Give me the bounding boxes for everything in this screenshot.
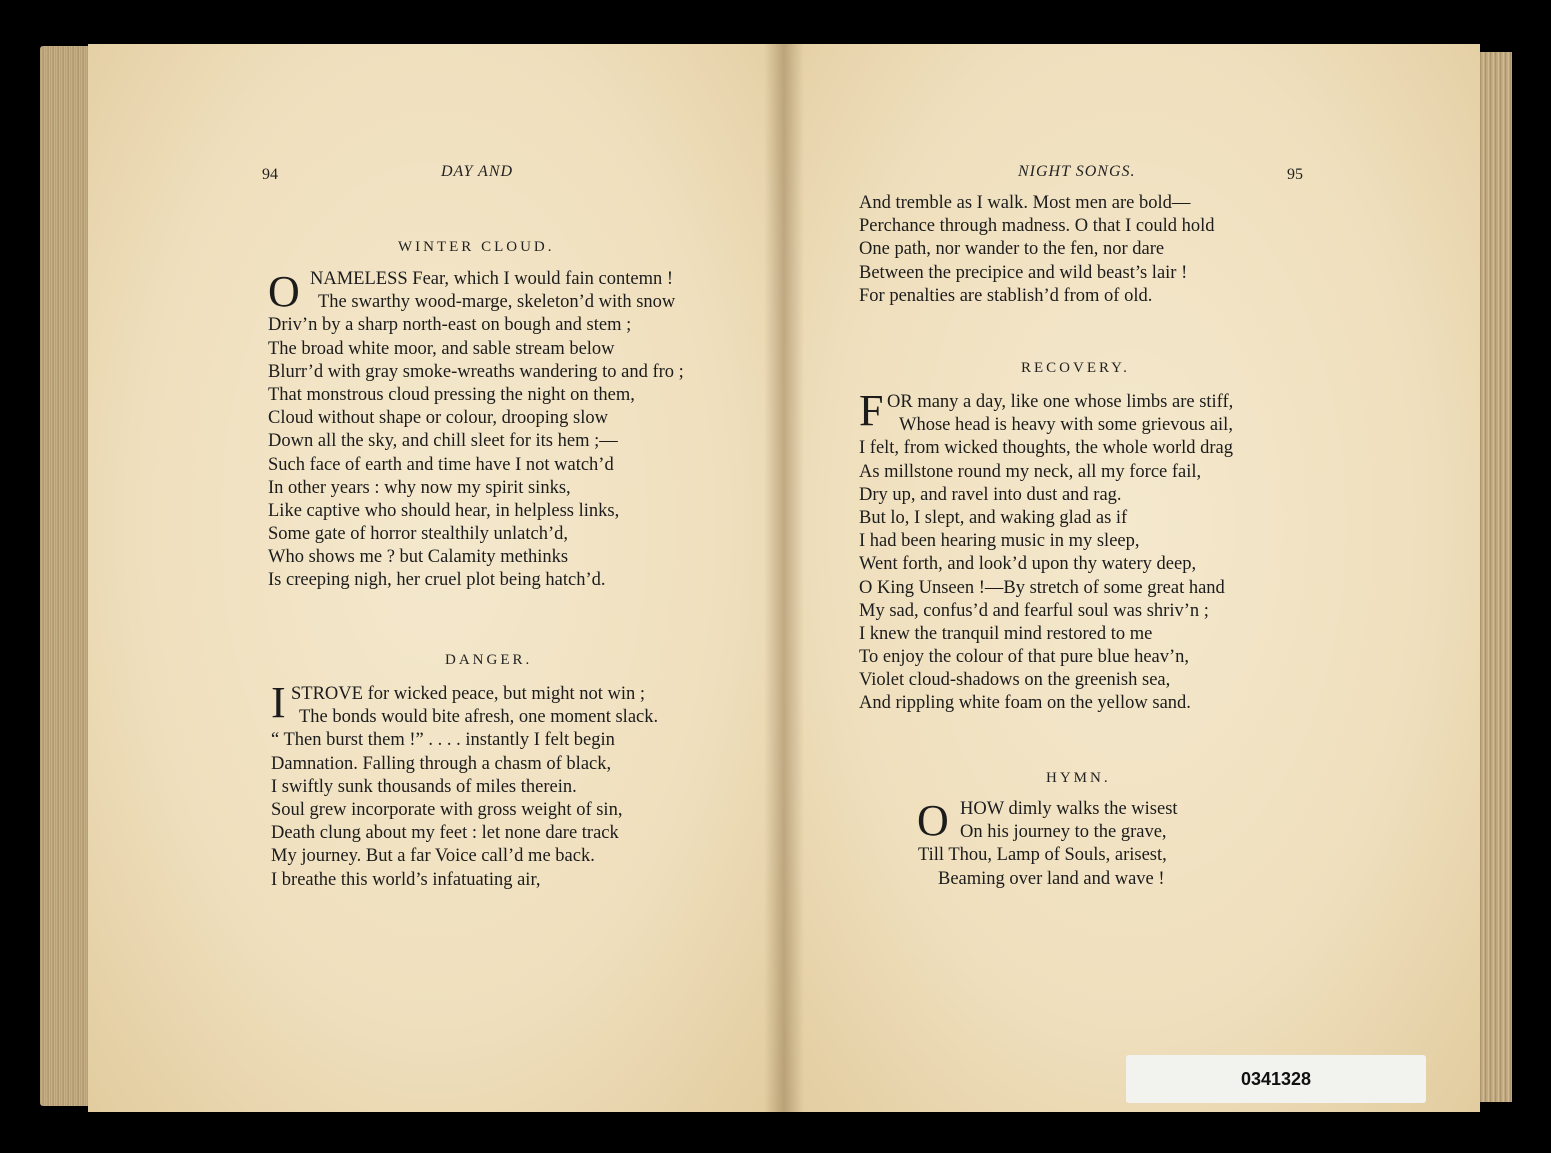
poem-line: But lo, I slept, and waking glad as if xyxy=(859,507,1128,528)
poem-line: On his journey to the grave, xyxy=(960,822,1167,843)
catalog-number: 0341328 xyxy=(1240,1068,1312,1089)
poem-line: Went forth, and look’d upon thy watery deep, xyxy=(859,554,1197,575)
poem-line: “ Then burst them !” . . . . instantly I felt begin xyxy=(271,730,615,751)
drop-cap: I xyxy=(271,678,286,727)
poem-line: I felt, from wicked thoughts, the whole world drag xyxy=(859,438,1234,459)
poem-line: And rippling white foam on the yellow sand. xyxy=(859,693,1191,714)
poem-line: Beaming over land and wave ! xyxy=(938,868,1165,889)
poem-line: Soul grew incorporate with gross weight of sin, xyxy=(271,799,623,820)
open-book xyxy=(40,38,1512,1116)
poem-line: Between the precipice and wild beast’s lair ! xyxy=(859,262,1188,283)
poem-title-hymn: HYMN. xyxy=(1046,770,1111,786)
page-number-right: 95 xyxy=(1287,166,1303,183)
poem-line: The swarthy wood-marge, skeleton’d with snow xyxy=(318,292,676,313)
poem-line: HOW dimly walks the wisest xyxy=(960,799,1178,819)
page-number-left: 94 xyxy=(262,166,278,183)
poem-title-winter-cloud: WINTER CLOUD. xyxy=(398,239,555,255)
poem-line: To enjoy the colour of that pure blue heav’n, xyxy=(859,647,1190,668)
poem-line: As millstone round my neck, all my force fail, xyxy=(859,461,1202,482)
running-head-right: NIGHT SONGS. xyxy=(1018,163,1136,180)
poem-line: I knew the tranquil mind restored to me xyxy=(859,623,1153,644)
poem-hymn xyxy=(918,798,1178,891)
poem-line: I swiftly sunk thousands of miles therein. xyxy=(271,776,577,797)
poem-line: For penalties are stablish’d from of old. xyxy=(859,285,1153,306)
poem-line: The broad white moor, and sable stream below xyxy=(268,338,615,359)
poem-line: OR many a day, like one whose limbs are stiff, xyxy=(887,392,1234,412)
poem-recovery xyxy=(859,386,1234,716)
poem-line: And tremble as I walk. Most men are bold— xyxy=(859,193,1191,213)
poem-line: That monstrous cloud pressing the night on them, xyxy=(268,384,635,405)
poem-winter-cloud xyxy=(268,268,684,593)
poem-line: Violet cloud-shadows on the greenish sea, xyxy=(859,670,1171,691)
poem-line: In other years : why now my spirit sinks, xyxy=(268,477,571,498)
poem-line: The bonds would bite afresh, one moment slack. xyxy=(299,707,659,728)
poem-line: STROVE for wicked peace, but might not win ; xyxy=(291,684,646,704)
drop-cap: O xyxy=(917,796,949,845)
poem-line: My journey. But a far Voice call’d me back. xyxy=(271,846,595,867)
drop-cap: F xyxy=(859,386,884,435)
poem-line: O King Unseen !—By stretch of some great hand xyxy=(859,577,1225,598)
page-edges-left xyxy=(40,46,95,1106)
book-gutter xyxy=(764,44,804,1112)
poem-line: Down all the sky, and chill sleet for its hem ;— xyxy=(268,431,618,452)
poem-line: Is creeping nigh, her cruel plot being hatch’d. xyxy=(268,570,606,591)
poem-line: Dry up, and ravel into dust and rag. xyxy=(859,484,1122,505)
poem-continuation xyxy=(859,192,1215,308)
poem-line: Blurr’d with gray smoke-wreaths wandering to and fro ; xyxy=(268,361,684,382)
poem-line: I had been hearing music in my sleep, xyxy=(859,531,1140,552)
poem-line: Death clung about my feet : let none dare track xyxy=(271,823,619,844)
poem-line: NAMELESS Fear, which I would fain contemn ! xyxy=(310,269,674,289)
poem-line: One path, nor wander to the fen, nor dare xyxy=(859,239,1165,260)
poem-title-recovery: RECOVERY. xyxy=(1021,360,1130,376)
running-head-left: DAY AND xyxy=(441,163,514,180)
poem-line: Cloud without shape or colour, drooping slow xyxy=(268,408,608,429)
poem-line: I breathe this world’s infatuating air, xyxy=(271,869,541,890)
poem-title-danger: DANGER. xyxy=(445,652,533,668)
poem-line: Like captive who should hear, in helpless links, xyxy=(268,500,620,521)
poem-line: Whose head is heavy with some grievous ail, xyxy=(899,415,1233,436)
poem-danger xyxy=(271,678,659,892)
poem-line: Who shows me ? but Calamity methinks xyxy=(268,547,569,568)
drop-cap: O xyxy=(268,267,300,316)
poem-line: Such face of earth and time have I not watch’d xyxy=(268,454,614,475)
poem-line: Damnation. Falling through a chasm of black, xyxy=(271,753,612,774)
poem-line: Perchance through madness. O that I could hold xyxy=(859,216,1215,237)
poem-line: Till Thou, Lamp of Souls, arisest, xyxy=(918,845,1167,866)
catalog-label xyxy=(1126,1055,1426,1103)
poem-line: Driv’n by a sharp north-east on bough and stem ; xyxy=(268,315,632,336)
poem-line: My sad, confus’d and fearful soul was shriv’n ; xyxy=(859,600,1209,621)
poem-line: Some gate of horror stealthily unlatch’d, xyxy=(268,524,569,545)
